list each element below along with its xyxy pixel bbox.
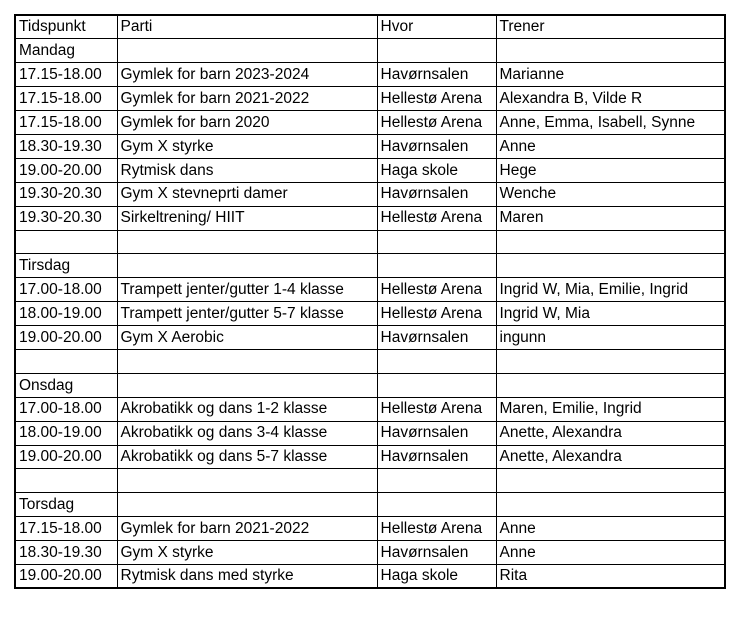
cell-trener: Marianne xyxy=(496,63,725,87)
cell-parti: Gymlek for barn 2020 xyxy=(117,111,377,135)
table-row xyxy=(15,373,725,397)
cell-trener: Rita xyxy=(496,564,725,588)
cell-parti: Gymlek for barn 2023-2024 xyxy=(117,63,377,87)
cell-parti: Rytmisk dans xyxy=(117,158,377,182)
cell-trener: ingunn xyxy=(496,326,725,350)
cell-parti: Akrobatikk og dans 5-7 klasse xyxy=(117,445,377,469)
cell-tidspunkt: 17.00-18.00 xyxy=(15,278,117,302)
cell-parti: Gym X stevneprti damer xyxy=(117,182,377,206)
table-row xyxy=(15,134,725,158)
table-row xyxy=(15,397,725,421)
cell-trener: Anne xyxy=(496,541,725,565)
cell-hvor xyxy=(377,493,496,517)
cell-tidspunkt: 17.15-18.00 xyxy=(15,63,117,87)
cell-trener: Anette, Alexandra xyxy=(496,445,725,469)
cell-parti xyxy=(117,230,377,254)
cell-parti: Gym X styrke xyxy=(117,134,377,158)
cell-trener xyxy=(496,230,725,254)
header-hvor: Hvor xyxy=(377,15,496,39)
table-row xyxy=(15,230,725,254)
table-row xyxy=(15,326,725,350)
table-row xyxy=(15,302,725,326)
cell-hvor xyxy=(377,469,496,493)
cell-trener: Hege xyxy=(496,158,725,182)
cell-parti xyxy=(117,254,377,278)
cell-trener: Wenche xyxy=(496,182,725,206)
cell-trener xyxy=(496,469,725,493)
table-row xyxy=(15,87,725,111)
cell-tidspunkt xyxy=(15,349,117,373)
cell-parti: Gym X styrke xyxy=(117,541,377,565)
cell-hvor: Haga skole xyxy=(377,158,496,182)
table-row xyxy=(15,517,725,541)
cell-trener xyxy=(496,39,725,63)
table-row xyxy=(15,278,725,302)
cell-hvor: Hellestø Arena xyxy=(377,111,496,135)
cell-trener: Maren, Emilie, Ingrid xyxy=(496,397,725,421)
cell-hvor xyxy=(377,349,496,373)
cell-tidspunkt: 17.00-18.00 xyxy=(15,397,117,421)
cell-tidspunkt: 19.30-20.30 xyxy=(15,206,117,230)
cell-tidspunkt: 17.15-18.00 xyxy=(15,517,117,541)
cell-tidspunkt: Mandag xyxy=(15,39,117,63)
cell-tidspunkt: 19.30-20.30 xyxy=(15,182,117,206)
cell-parti xyxy=(117,349,377,373)
cell-tidspunkt: 17.15-18.00 xyxy=(15,111,117,135)
cell-parti: Gym X Aerobic xyxy=(117,326,377,350)
cell-trener xyxy=(496,349,725,373)
header-row xyxy=(15,15,725,39)
cell-trener: Maren xyxy=(496,206,725,230)
table-row xyxy=(15,254,725,278)
cell-hvor: Havørnsalen xyxy=(377,445,496,469)
cell-tidspunkt: Onsdag xyxy=(15,373,117,397)
cell-hvor xyxy=(377,39,496,63)
table-row xyxy=(15,445,725,469)
cell-tidspunkt: 17.15-18.00 xyxy=(15,87,117,111)
cell-parti: Trampett jenter/gutter 1-4 klasse xyxy=(117,278,377,302)
header-parti: Parti xyxy=(117,15,377,39)
cell-hvor: Havørnsalen xyxy=(377,421,496,445)
table-row xyxy=(15,39,725,63)
cell-trener: Ingrid W, Mia, Emilie, Ingrid xyxy=(496,278,725,302)
cell-hvor: Hellestø Arena xyxy=(377,397,496,421)
cell-parti xyxy=(117,469,377,493)
table-row xyxy=(15,469,725,493)
cell-hvor: Hellestø Arena xyxy=(377,87,496,111)
cell-trener: Ingrid W, Mia xyxy=(496,302,725,326)
cell-tidspunkt: 19.00-20.00 xyxy=(15,158,117,182)
cell-hvor: Havørnsalen xyxy=(377,541,496,565)
header-tidspunkt: Tidspunkt xyxy=(15,15,117,39)
cell-parti: Gymlek for barn 2021-2022 xyxy=(117,87,377,111)
table-row xyxy=(15,493,725,517)
cell-parti: Rytmisk dans med styrke xyxy=(117,564,377,588)
cell-tidspunkt: 19.00-20.00 xyxy=(15,326,117,350)
header-trener: Trener xyxy=(496,15,725,39)
table-row xyxy=(15,158,725,182)
cell-tidspunkt: 18.30-19.30 xyxy=(15,134,117,158)
cell-parti: Sirkeltrening/ HIIT xyxy=(117,206,377,230)
cell-hvor: Hellestø Arena xyxy=(377,206,496,230)
cell-hvor: Haga skole xyxy=(377,564,496,588)
cell-parti xyxy=(117,493,377,517)
cell-hvor xyxy=(377,373,496,397)
cell-hvor: Hellestø Arena xyxy=(377,278,496,302)
cell-tidspunkt: 18.30-19.30 xyxy=(15,541,117,565)
cell-trener xyxy=(496,254,725,278)
cell-trener: Anne, Emma, Isabell, Synne xyxy=(496,111,725,135)
cell-parti: Akrobatikk og dans 1-2 klasse xyxy=(117,397,377,421)
table-row xyxy=(15,182,725,206)
table-row xyxy=(15,206,725,230)
table-row xyxy=(15,541,725,565)
cell-trener xyxy=(496,373,725,397)
cell-hvor: Hellestø Arena xyxy=(377,302,496,326)
cell-tidspunkt xyxy=(15,469,117,493)
cell-tidspunkt xyxy=(15,230,117,254)
cell-hvor: Havørnsalen xyxy=(377,63,496,87)
cell-tidspunkt: 18.00-19.00 xyxy=(15,421,117,445)
cell-tidspunkt: Tirsdag xyxy=(15,254,117,278)
cell-tidspunkt: 19.00-20.00 xyxy=(15,564,117,588)
schedule-body xyxy=(15,15,725,588)
cell-parti: Akrobatikk og dans 3-4 klasse xyxy=(117,421,377,445)
cell-tidspunkt: Torsdag xyxy=(15,493,117,517)
cell-hvor xyxy=(377,230,496,254)
cell-tidspunkt: 18.00-19.00 xyxy=(15,302,117,326)
cell-hvor xyxy=(377,254,496,278)
table-row xyxy=(15,349,725,373)
cell-parti xyxy=(117,39,377,63)
cell-hvor: Havørnsalen xyxy=(377,182,496,206)
cell-trener: Anette, Alexandra xyxy=(496,421,725,445)
cell-parti xyxy=(117,373,377,397)
cell-hvor: Havørnsalen xyxy=(377,326,496,350)
cell-hvor: Havørnsalen xyxy=(377,134,496,158)
cell-trener: Alexandra B, Vilde R xyxy=(496,87,725,111)
cell-parti: Trampett jenter/gutter 5-7 klasse xyxy=(117,302,377,326)
table-row xyxy=(15,421,725,445)
table-row xyxy=(15,63,725,87)
schedule-table xyxy=(14,14,726,589)
cell-tidspunkt: 19.00-20.00 xyxy=(15,445,117,469)
table-row xyxy=(15,564,725,588)
cell-trener: Anne xyxy=(496,517,725,541)
table-row xyxy=(15,111,725,135)
cell-trener xyxy=(496,493,725,517)
cell-hvor: Hellestø Arena xyxy=(377,517,496,541)
cell-trener: Anne xyxy=(496,134,725,158)
cell-parti: Gymlek for barn 2021-2022 xyxy=(117,517,377,541)
